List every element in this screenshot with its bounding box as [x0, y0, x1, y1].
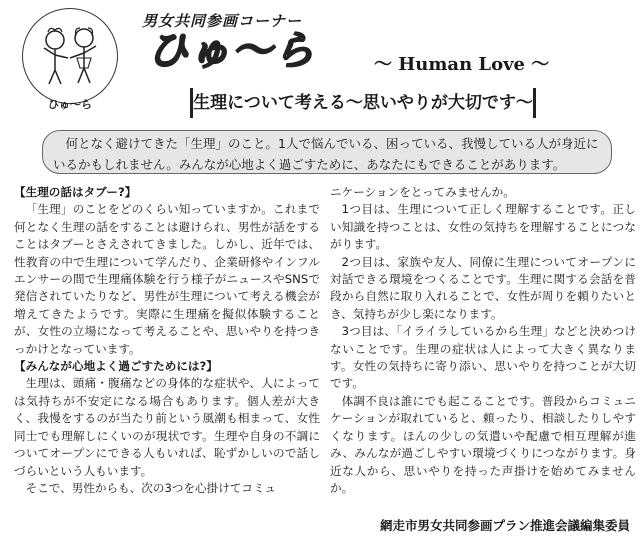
- logo-figures-icon: [22, 8, 118, 98]
- logo-label: ひゅ〜ら: [48, 98, 92, 111]
- column-label: 男女共同参画コーナー: [142, 12, 303, 30]
- left-column: [14, 184, 320, 497]
- author-credit: 網走市男女共同参画プラン推進会議編集委員: [379, 518, 630, 533]
- paragraph: 体調不良は誰にでも起こることです。普段からコミュニケーションが取れていると、頼ったり、相談したりしやすくなります。ほんの少しの気遣いや配慮で相互理解が進み、みんなが過ごしやすい環境づくりにつながります。身近な人から、思いやりを持った声掛けを始めてみませんか。: [330, 393, 636, 495]
- article-headline: 生理について考える〜思いやりが大切です〜: [190, 88, 536, 118]
- series-title: ひゅ〜ら: [148, 28, 316, 74]
- subtitle-english: 〜 Human Love 〜: [374, 54, 550, 75]
- paragraph: 3つ目は、「イライラしているから生理」などと決めつけないことです。生理の症状は人によって大きく異なります。女性の気持ちに寄り添い、思いやりを持つことが大切です。: [330, 324, 636, 391]
- paragraph: 1つ目は、生理について正しく理解することです。正しい知識を持つことは、女性の気持ちを理解することにつながります。: [330, 202, 636, 252]
- paragraph: 「生理」のことをどのくらい知っていますか。これまで何となく生理の話をすることは避けられ、男性が話をすることはタブーとさえされてきました。しかし、近年では、性教育の中で生理について学んだり、企業研修やインフルエンサーの間で生理痛体験を行う様子がニュースやSNSで発信されていたりなど、男性が生理について考える機会が増えてきたようです。実際に生理痛を擬似体験することが、女性の立場になって考えることや、思いやりを持つきっかけとなっています。: [14, 202, 320, 356]
- paragraph: 生理は、頭痛・腹痛などの身体的な症状や、人によっては気持ちが不安定になる場合もあります。個人差が大きく、我慢をするのが当たり前という風潮も相まって、女性同士でも理解しにくいのが現状です。生理や自身の不調についてオープンにできる人もいれば、恥ずかしいので話しづらいという人もいます。: [14, 376, 320, 478]
- logo: [22, 8, 118, 110]
- paragraph: そこで、男性からも、次の3つを心掛けてコミュ: [25, 480, 276, 495]
- section-heading: 【みんなが心地よく過ごすためには?】: [14, 359, 218, 374]
- paragraph: ニケーションをとってみませんか。: [330, 185, 515, 199]
- right-column: [330, 184, 636, 497]
- paragraph: 2つ目は、家族や友人、同僚に生理についてオープンに対話できる環境をつくることです。生理に関する会話を普段から自然に取り入れることで、女性が周りを頼りたいとき、気持ちが少し楽になります。: [330, 254, 636, 321]
- section-heading: 【生理の話はタブー?】: [14, 185, 137, 199]
- intro-box: 何となく避けてきた「生理」のこと。1人で悩んでいる、困っている、我慢している人が身近にいるかもしれません。みんなが心地よく過ごすために、あなたにもできることがあります。: [42, 130, 612, 174]
